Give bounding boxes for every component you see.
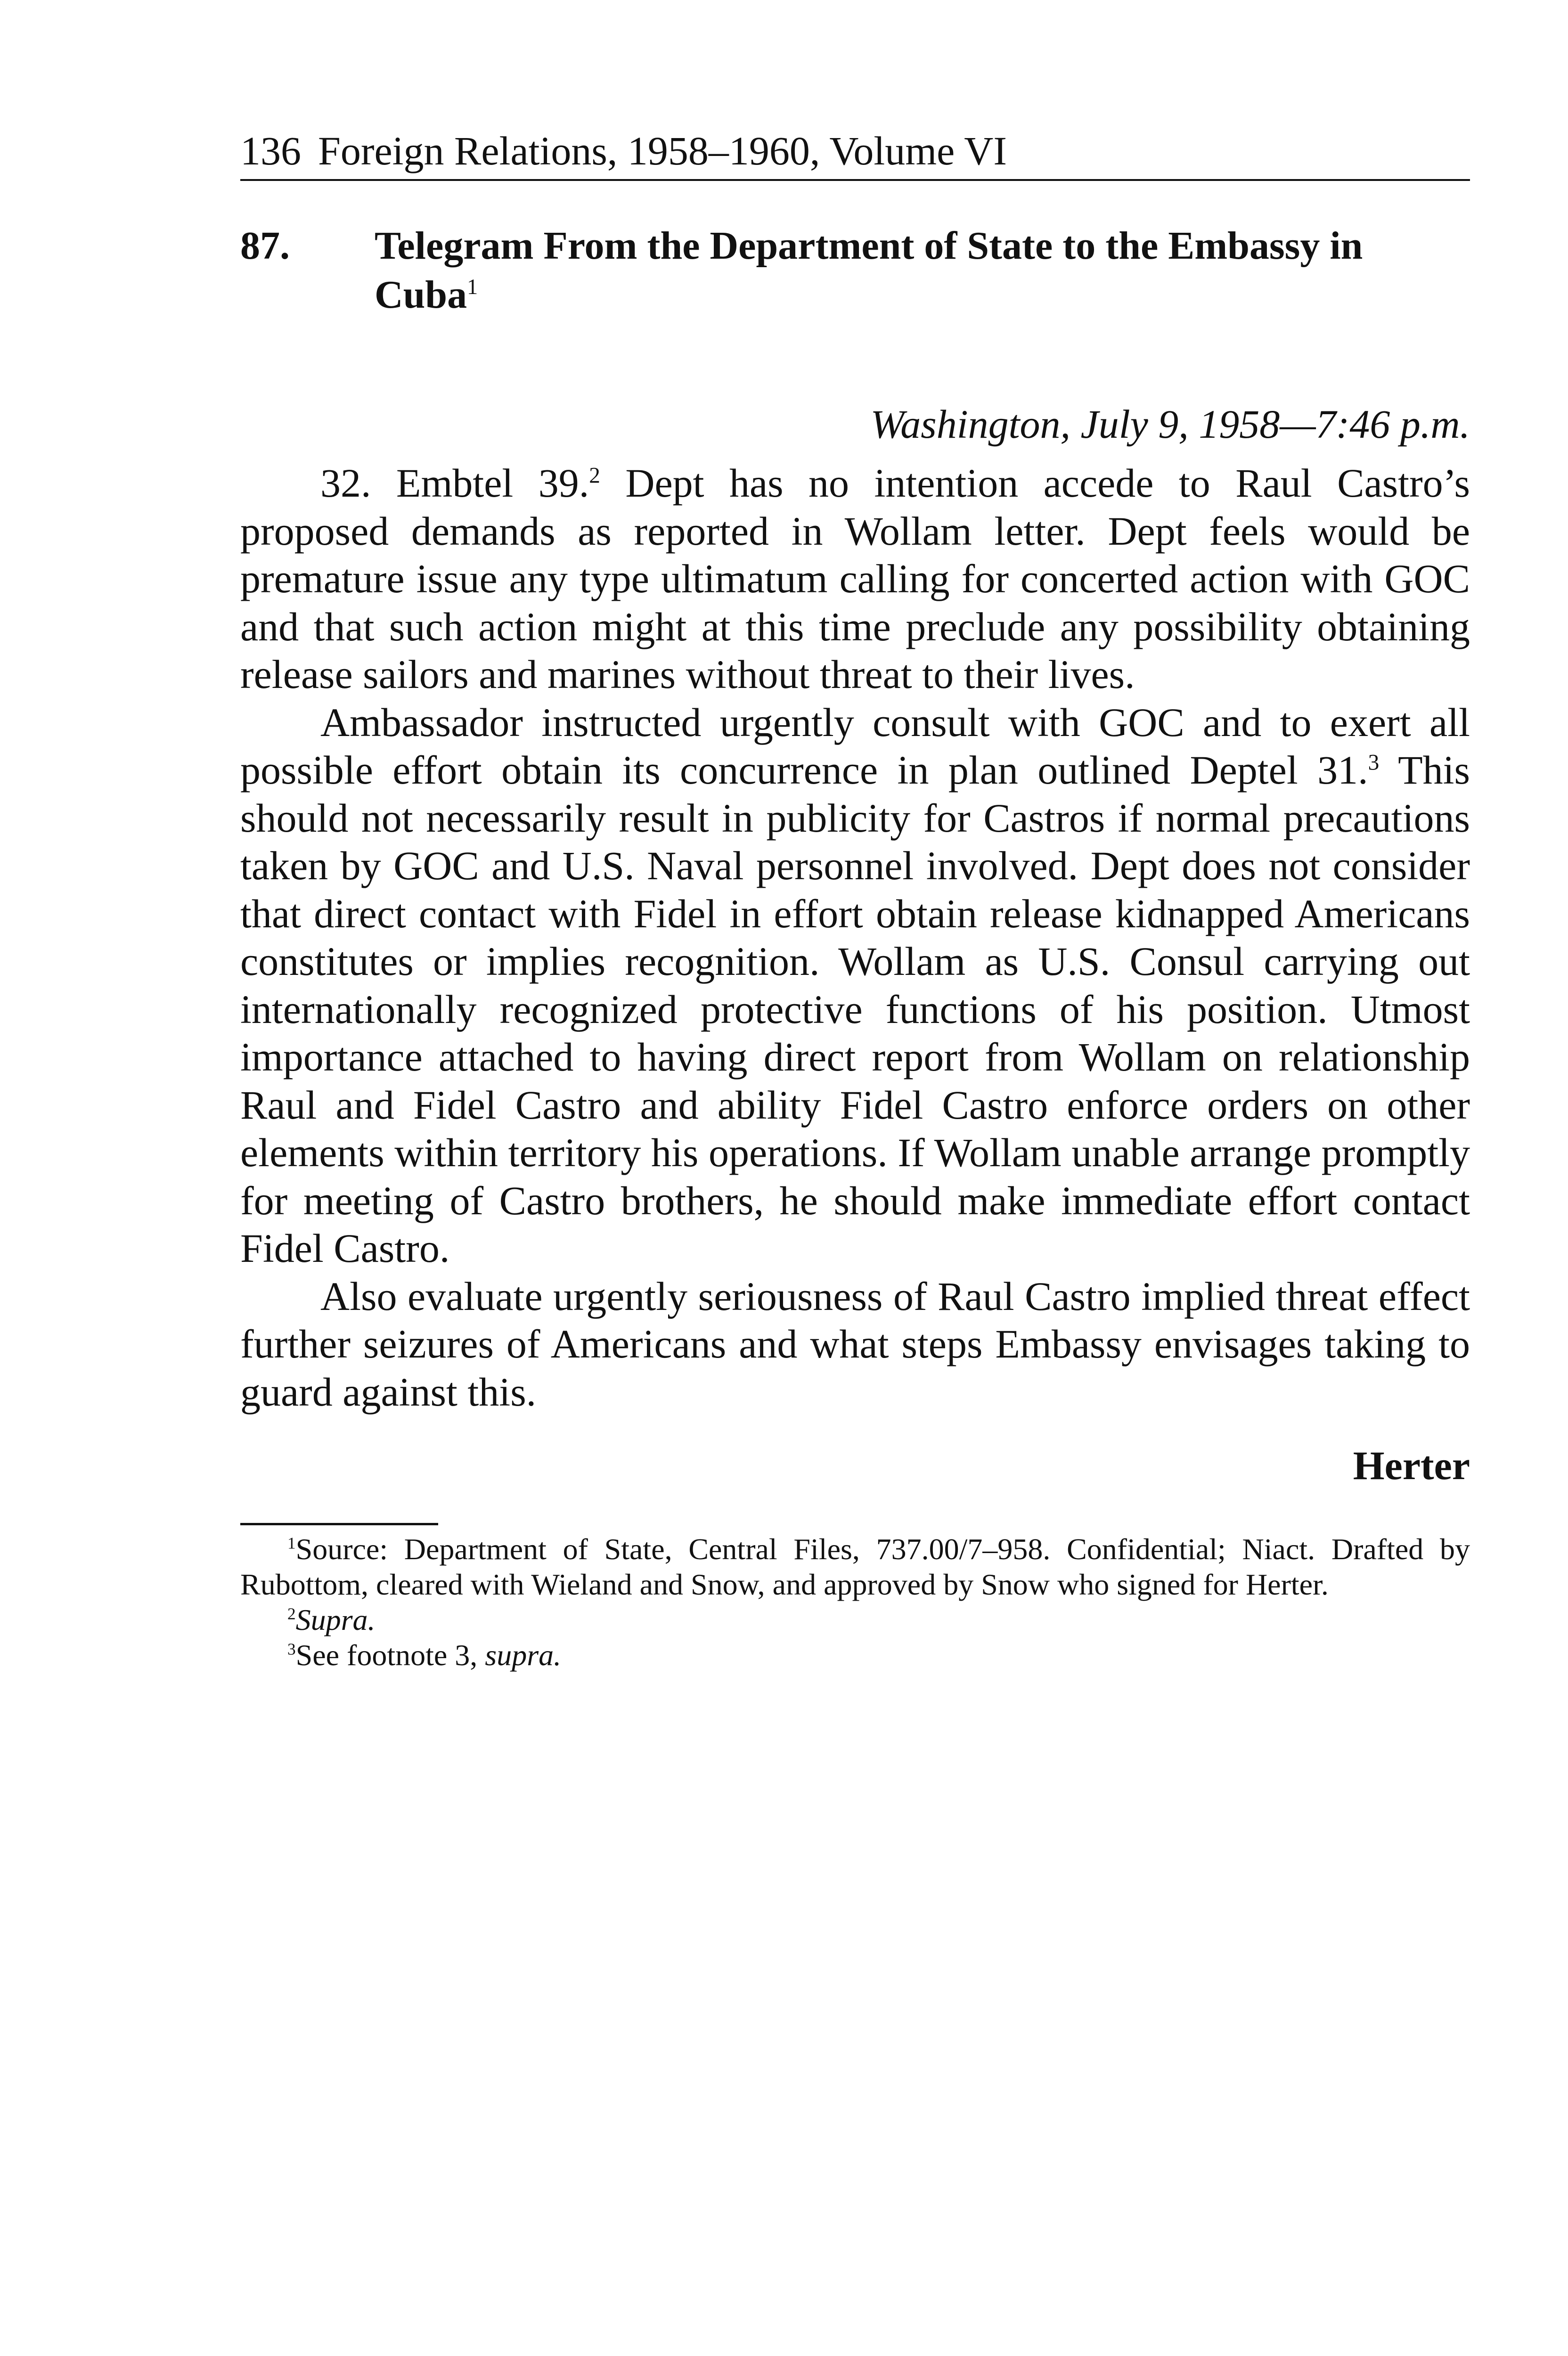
footnote-1 xyxy=(240,1531,1470,1602)
footnote-3-mark: 3 xyxy=(287,1640,296,1659)
document-heading xyxy=(240,221,1470,319)
footnote-1-text: Source: Department of State, Central Files, 737.00/7–958. Confidential; Niact. Drafted by Rubottom, cleared with Wieland and Snow, and approved by Snow who signed for Herter. xyxy=(240,1532,1470,1601)
footnote-1-mark: 1 xyxy=(287,1534,296,1553)
footnote-2 xyxy=(240,1602,1470,1637)
paragraph-2-rest: This should not necessarily result in publicity for Castros if normal precautions taken by GOC and U.S. Naval personnel involved. Dept does not consider that direct contact with Fidel in effort obtain release kidnapped Americans constitutes or implies recognition. Wollam as U.S. Consul carrying out internationally recognized protective functions of his position. Utmost importance attached to having direct report from Wollam on relationship Raul and Fidel Castro and ability Fidel Castro enforce orders on other elements within territory his operations. If Wollam unable arrange promptly for meeting of Castro brothers, he should make immediate effort contact Fidel Castro. xyxy=(240,747,1470,1271)
paragraph-2-start: Ambassador instructed urgently consult with GOC and to exert all possible effort obtain its concurrence in plan outlined Deptel 31. xyxy=(240,699,1470,793)
paragraph-1-rest: Dept has no intention accede to Raul Castro’s proposed demands as reported in Wollam letter. Dept feels would be premature issue any type ultimatum calling for concerted action with GOC and that such action might at this time preclude any possibility obtaining release sailors and marines without threat to their lives. xyxy=(240,460,1470,697)
paragraph-1-start: 32. Embtel 39. xyxy=(320,460,589,506)
paragraph-2 xyxy=(240,699,1470,1273)
footnote-divider xyxy=(240,1523,438,1525)
document-title xyxy=(375,221,1470,319)
footnote-ref-2[interactable]: 2 xyxy=(589,463,600,488)
signature: Herter xyxy=(1353,1443,1470,1488)
volume-title: Foreign Relations, 1958–1960, Volume VI xyxy=(318,128,1007,173)
document-number: 87. xyxy=(240,224,290,268)
document-title-text: Telegram From the Department of State to the Embassy in Cuba xyxy=(375,224,1363,317)
footnote-2-text: Supra. xyxy=(295,1603,376,1636)
document-page xyxy=(240,0,1470,2356)
footnote-3-text: See footnote 3, xyxy=(295,1638,485,1672)
dateline: Washington, July 9, 1958—7:46 p.m. xyxy=(870,401,1470,447)
footnote-3 xyxy=(240,1637,1470,1673)
telegram-body xyxy=(240,459,1470,1416)
footnote-3-supra: supra. xyxy=(485,1638,562,1672)
paragraph-1 xyxy=(240,459,1470,699)
footnotes xyxy=(240,1531,1470,1673)
footnote-2-mark: 2 xyxy=(287,1604,296,1623)
footnote-ref-3[interactable]: 3 xyxy=(1368,750,1380,775)
page-number: 136 xyxy=(240,128,301,173)
footnote-ref-1[interactable]: 1 xyxy=(467,275,478,299)
running-head xyxy=(240,127,1470,181)
paragraph-3: Also evaluate urgently seriousness of Raul Castro implied threat effect further seizures of Americans and what steps Embassy envisages taking to guard against this. xyxy=(240,1273,1470,1415)
